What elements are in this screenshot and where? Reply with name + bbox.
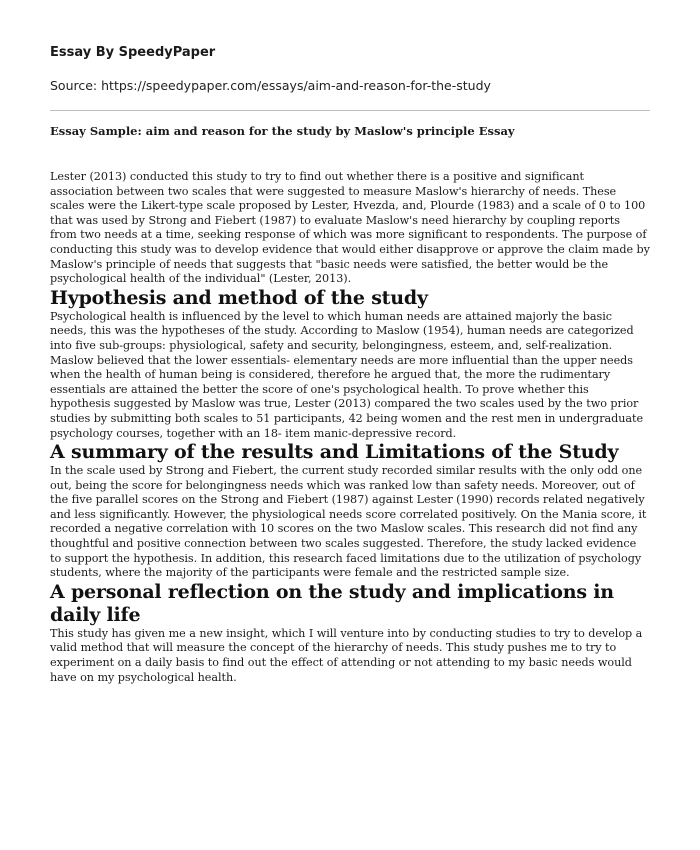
header-divider: [50, 110, 650, 111]
section-body-reflection: This study has given me a new insight, which I will venture into by conducting studies to try to develop a valid method that will measure the concept of the hierarchy of needs. This study pushes me to try to experiment on a daily basis to find out the effect of attending or not attending to my basic needs would have on my psychological health.: [50, 626, 643, 684]
source-line: Source: https://speedypaper.com/essays/aim-and-reason-for-the-study: [50, 78, 491, 93]
site-title: Essay By SpeedyPaper: [50, 45, 216, 60]
section-body-results: In the scale used by Strong and Fiebert, the current study recorded similar results with the only odd one out, being the score for belongingness needs which was ranked low than safety needs. Moreover, out of the five parallel scores on the Strong and Fiebert (1987) against Lester (1990) records related negatively and less significantly. However, the physiological needs score correlated positively. On the Mania score, it recorded a negative correlation with 10 scores on the two Maslow scales. This research did not find any thoughtful and positive connection between two scales suggested. Therefore, the study lacked evidence to support the hypothesis. In addition, this research faced limitations due to the utilization of psychology students, where the majority of the participants were female and the restricted sample size.: [50, 464, 647, 580]
section-heading-hypothesis: Hypothesis and method of the study: [50, 286, 428, 309]
section-heading-reflection: A personal reflection on the study and implications in daily life: [50, 580, 614, 626]
section-heading-results: A summary of the results and Limitations of the Study: [50, 441, 619, 464]
essay-title: Essay Sample: aim and reason for the study by Maslow's principle Essay: [50, 124, 515, 138]
section-body-hypothesis: Psychological health is influenced by the level to which human needs are attained majorly the basic needs, this was the hypotheses of the study. According to Maslow (1954), human needs are categorized into five sub-groups: physiological, safety and security, belongingness, esteem, and, self-realization. Maslow believed that the lower essentials- elementary needs are more influential than the upper needs when the health of human being is considered, therefore he argued that, the more the rudimentary essentials are attained the better the score of one's psychological health. To prove whether this hypothesis suggested by Maslow was true, Lester (2013) compared the two scales used by the two prior studies by submitting both scales to 51 participants, 42 being women and the rest men in undergraduate psychology courses, together with an 18- item manic-depressive record.: [50, 309, 644, 440]
intro-paragraph: Lester (2013) conducted this study to try to find out whether there is a positive and significant association between two scales that were suggested to measure Maslow's hierarchy of needs. These scales were the Likert-type scale proposed by Lester, Hvezda, and, Plourde (1983) and a scale of 0 to 100 that was used by Strong and Fiebert (1987) to evaluate Maslow's need hierarchy by coupling reports from two needs at a time, seeking response of which was more significant to respondents. The purpose of conducting this study was to develop evidence that would either disapprove or approve the claim made by Maslow's principle of needs that suggests that "basic needs were satisfied, the better would be the psychological health of the individual" (Lester, 2013).: [50, 170, 650, 286]
